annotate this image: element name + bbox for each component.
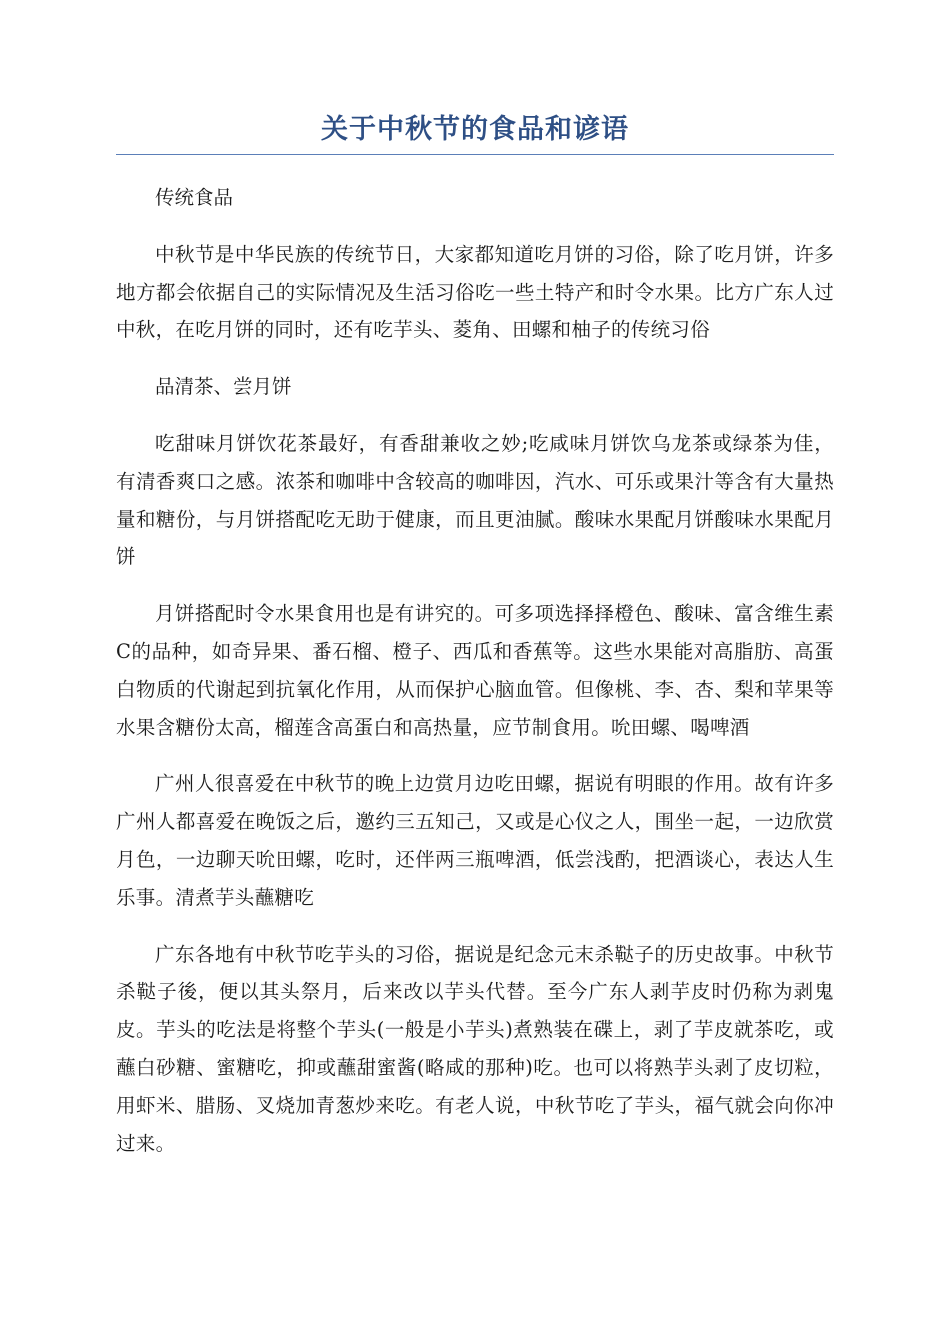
paragraph-taro: 广东各地有中秋节吃芋头的习俗，据说是纪念元末杀鞑子的历史故事。中秋节杀鞑子後，便以其头祭月，后来改以芋头代替。至今广东人剥芋皮时仍称为剥鬼皮。芋头的吃法是将整个芋头(一般是小芋头)煮熟装在碟上，剥了芋皮就茶吃，或蘸白砂糖、蜜糖吃，抑或蘸甜蜜酱(略咸的那种)吃。也可以将熟芋头剥了皮切粒，用虾米、腊肠、叉烧加青葱炒来吃。有老人说，中秋节吃了芋头，福气就会向你冲过来。 — [116, 942, 834, 1155]
paragraph-snails: 广州人很喜爱在中秋节的晚上边赏月边吃田螺，据说有明眼的作用。故有许多广州人都喜爱在晚饭之后，邀约三五知己，又或是心仪之人，围坐一起，一边欣赏月色，一边聊天吮田螺，吃时，还伴两三瓶啤酒，低尝浅酌，把酒谈心，表达人生乐事。清煮芋头蘸糖吃 — [116, 772, 834, 909]
paragraph-fruit: 月饼搭配时令水果食用也是有讲究的。可多项选择择橙色、酸味、富含维生素C的品种，如奇异果、番石榴、橙子、西瓜和香蕉等。这些水果能对高脂肪、高蛋白物质的代谢起到抗氧化作用，从而保护心脑血管。但像桃、李、杏、梨和苹果等水果含糖份太高，榴莲含高蛋白和高热量，应节制食用。吮田螺、喝啤酒 — [116, 602, 834, 739]
document-page — [116, 110, 834, 1181]
paragraph-intro: 中秋节是中华民族的传统节日，大家都知道吃月饼的习俗，除了吃月饼，许多地方都会依据自己的实际情况及生活习俗吃一些土特产和时令水果。比方广东人过中秋，在吃月饼的同时，还有吃芋头、菱角、田螺和柚子的传统习俗 — [116, 242, 834, 342]
document-title: 关于中秋节的食品和谚语 — [116, 110, 834, 155]
section-heading-traditional-food: 传统食品 — [155, 186, 234, 209]
document-body — [116, 179, 834, 1162]
section-heading-tea-mooncake: 品清茶、尝月饼 — [155, 375, 292, 399]
paragraph-tea: 吃甜味月饼饮花茶最好，有香甜兼收之妙;吃咸味月饼饮乌龙茶或绿茶为佳，有清香爽口之感。浓茶和咖啡中含较高的咖啡因，汽水、可乐或果汁等含有大量热量和糖份，与月饼搭配吃无助于健康，而且更油腻。酸味水果配月饼酸味水果配月饼 — [116, 431, 834, 569]
